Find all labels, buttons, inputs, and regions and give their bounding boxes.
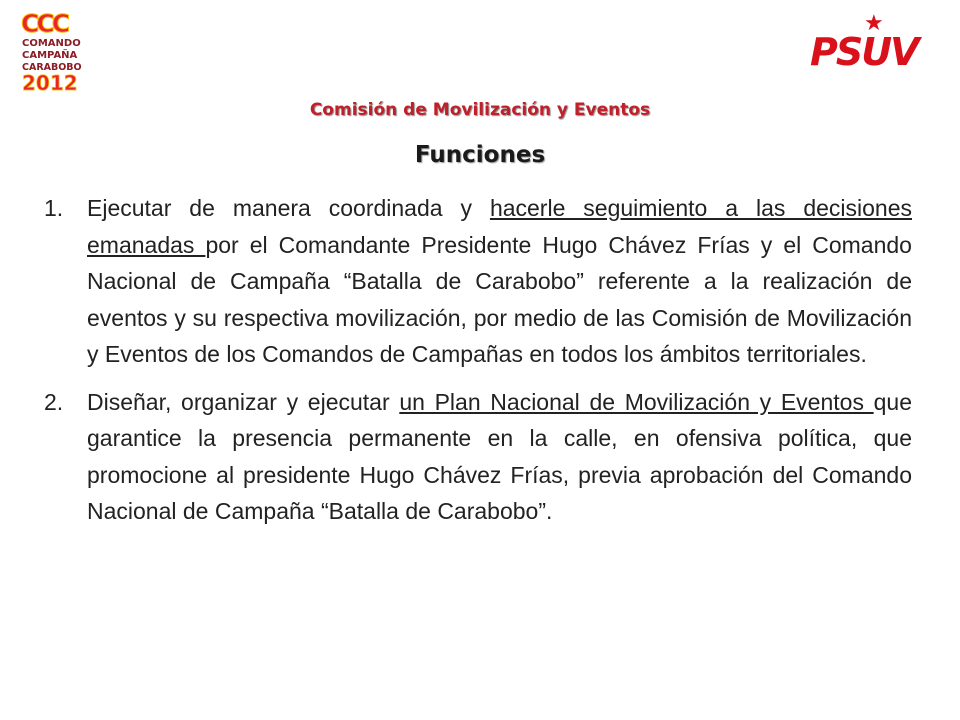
- item-text: [87, 190, 912, 373]
- item-text-segment: Diseñar, organizar y ejecutar: [87, 388, 400, 415]
- section-title: Funciones: [414, 142, 546, 168]
- item-text: [87, 384, 912, 530]
- item-text-segment: por el Comandante Presidente Hugo Chávez Frías y el Comando Nacional de Campaña “Batalla de Carabobo” referente a la realización de eventos y su respectiva movilización, por medio de las Comisión de Movilización y Eventos de los Comandos de Campañas en todos los ámbitos territoriales.: [87, 231, 912, 367]
- item-number: 2.: [44, 388, 64, 415]
- list-item: [44, 384, 912, 530]
- psuv-wordmark: PSUV: [810, 30, 918, 74]
- item-text-segment: Ejecutar de manera coordinada y: [87, 195, 490, 221]
- ccc-logo: [20, 8, 82, 94]
- item-number: 1.: [44, 195, 64, 221]
- psuv-logo: [810, 10, 932, 76]
- commission-title: Comisión de Movilización y Eventos: [309, 100, 651, 120]
- item-text-segment: que garantice la presencia permanente en la calle, en ofensiva política, que promocione al presidente Hugo Chávez Frías, previa aprobación del Comando Nacional de Campaña “Batalla de Carabobo”.: [87, 388, 913, 524]
- star-icon: ★: [864, 10, 884, 35]
- logo-line-comando: COMANDO: [22, 38, 81, 49]
- logo-line-carabobo: CARABOBO: [22, 62, 82, 73]
- item-text-underlined: un Plan Nacional de Movilización y Eventos: [399, 388, 874, 415]
- logo-year: 2012: [22, 71, 78, 94]
- functions-list: [44, 190, 912, 530]
- logo-ccc-text: CCC: [21, 9, 68, 38]
- logo-line-campana: CAMPAÑA: [22, 50, 78, 61]
- item-text-underlined: hacerle seguimiento a las decisiones emanadas: [87, 195, 913, 258]
- list-item: [44, 190, 912, 373]
